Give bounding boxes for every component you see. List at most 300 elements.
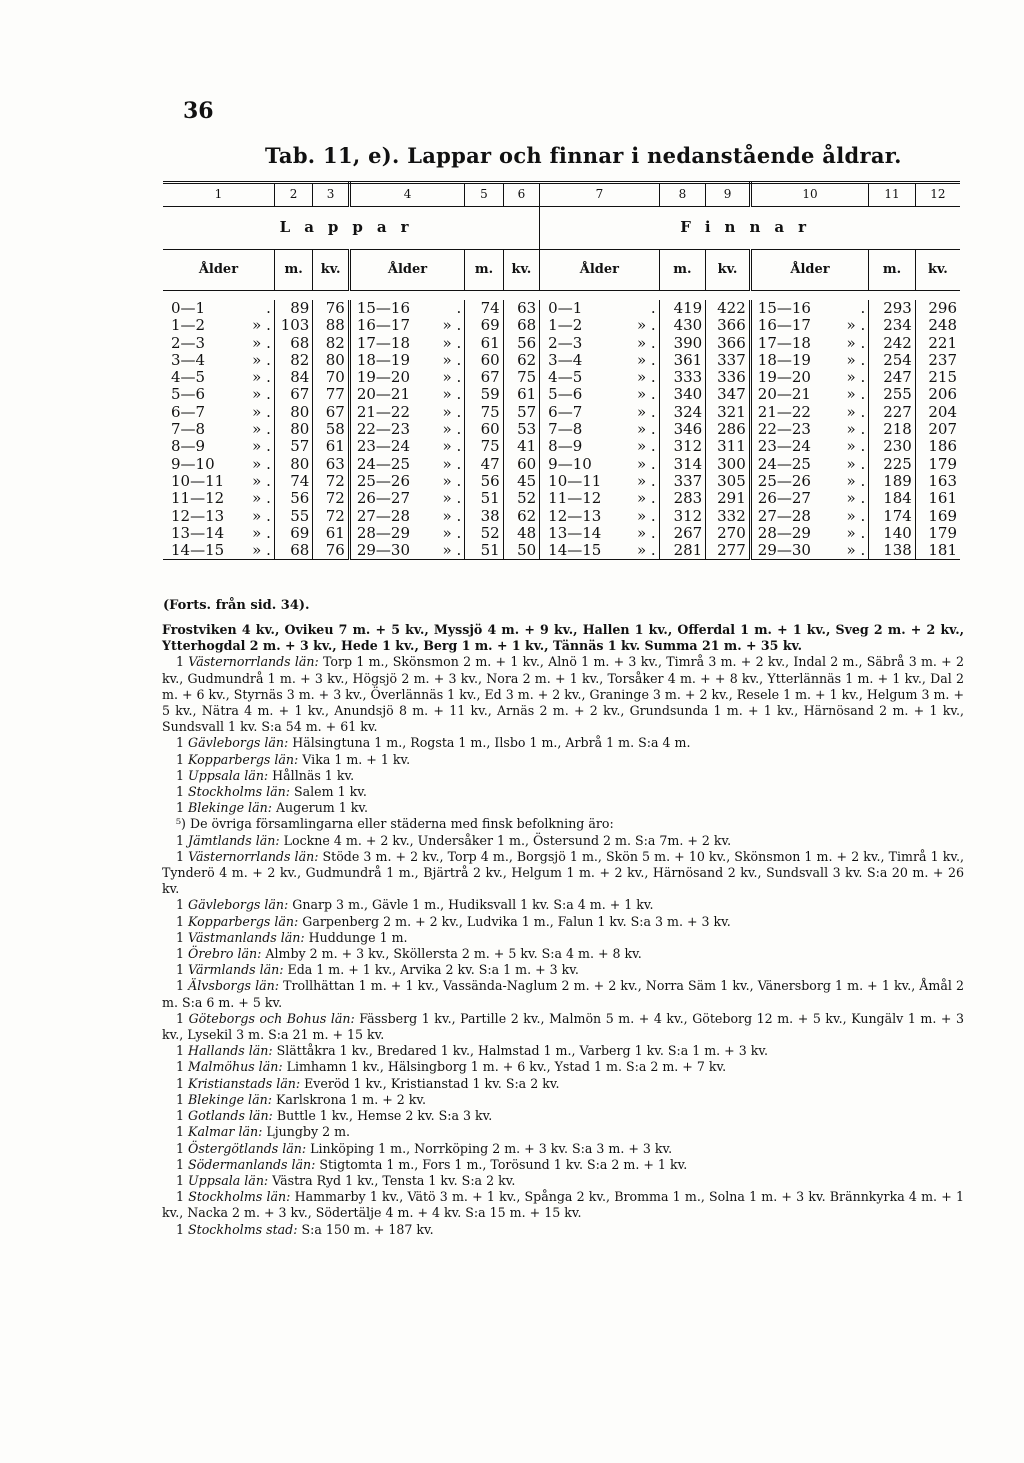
value-cell: 296 xyxy=(915,300,960,317)
value-cell: 361 xyxy=(659,352,706,369)
column-number-1: 1 xyxy=(163,183,274,207)
value-cell: 63 xyxy=(313,456,349,473)
value-cell: 103 xyxy=(274,317,312,334)
value-cell: 70 xyxy=(313,369,349,386)
note-text: Slättåkra 1 kv., Bredared 1 kv., Halmstad 1 m., Varberg 1 kv. S:a 1 m. + 3 kv. xyxy=(272,1043,769,1059)
note-lead: 1 xyxy=(176,1189,189,1205)
note-lead: 1 xyxy=(176,929,189,945)
note-paragraph xyxy=(162,1059,964,1075)
age-label: 5—6 xyxy=(548,385,583,404)
value-cell: 419 xyxy=(659,300,706,317)
note-region: Gävleborgs län: xyxy=(188,897,289,913)
page-number: 36 xyxy=(183,98,214,124)
age-cell: 19—20 » . xyxy=(349,369,464,386)
age-label: 10—11 xyxy=(171,471,225,490)
column-number-5: 5 xyxy=(465,183,503,207)
note-region: Stockholms län: xyxy=(188,1189,291,1205)
value-cell: 179 xyxy=(915,525,960,542)
header-kv: kv. xyxy=(503,250,539,291)
value-cell: 138 xyxy=(869,542,916,560)
value-cell: 366 xyxy=(706,317,751,334)
note-paragraph xyxy=(162,930,964,946)
age-label: 15—16 xyxy=(356,299,410,317)
value-cell: 218 xyxy=(869,421,916,438)
note-paragraph xyxy=(162,978,964,1010)
note-text: Lockne 4 m. + 2 kv., Undersåker 1 m., Östersund 2 m. S:a 7m. + 2 kv. xyxy=(279,832,732,848)
note-text: Linköping 1 m., Norrköping 2 m. + 3 kv. S:a 3 m. + 3 kv. xyxy=(306,1140,673,1156)
age-label: 4—5 xyxy=(548,368,583,387)
age-label: 13—14 xyxy=(548,523,602,542)
age-label: 19—20 xyxy=(757,368,811,387)
note-paragraph xyxy=(162,1141,964,1157)
value-cell: 80 xyxy=(274,404,312,421)
table-row xyxy=(163,542,960,560)
note-lead: ⁵) xyxy=(176,816,190,832)
age-label: 0—1 xyxy=(548,299,583,317)
note-paragraph xyxy=(162,1092,964,1108)
value-cell: 169 xyxy=(915,508,960,525)
age-label: 24—25 xyxy=(356,454,410,473)
age-label: 16—17 xyxy=(356,316,410,335)
header-m: m. xyxy=(274,250,312,291)
note-text: Frostviken 4 kv., Ovikeu 7 m. + 5 kv., Myssjö 4 m. + 9 kv., Hallen 1 kv., Offerdal 1 m. + 1 kv., Sveg 2 m. + 2 kv., Ytterhogdal 2 m. + 3 kv., Hede 1 kv., Berg 1 m. + 1 kv., Tännäs 1 kv. Summa 21 m. + 35 kv. xyxy=(162,622,964,654)
age-cell: 13—14 » . xyxy=(540,525,659,542)
age-label: 17—18 xyxy=(757,333,811,352)
note-lead: 1 xyxy=(176,1091,189,1107)
age-label: 21—22 xyxy=(757,402,811,421)
age-cell: 5—6 » . xyxy=(171,385,271,404)
age-label: 2—3 xyxy=(171,333,206,352)
note-lead: 1 xyxy=(176,1140,189,1156)
value-cell: 189 xyxy=(869,473,916,490)
value-cell: 340 xyxy=(659,386,706,403)
age-label: 14—15 xyxy=(171,541,225,560)
note-lead: 1 xyxy=(176,848,189,864)
age-label: 7—8 xyxy=(548,420,583,439)
note-text: Vika 1 m. + 1 kv. xyxy=(298,751,411,767)
note-lead: 1 xyxy=(176,800,189,816)
value-cell: 67 xyxy=(465,369,503,386)
table-row xyxy=(163,300,960,317)
value-cell: 281 xyxy=(659,542,706,560)
age-cell: 28—29 » . xyxy=(750,525,868,542)
value-cell: 76 xyxy=(313,300,349,317)
note-region: Hallands län: xyxy=(188,1043,273,1059)
column-number-12: 12 xyxy=(915,183,960,207)
note-text: Fässberg 1 kv., Partille 2 kv., Malmön 5 m. + 4 kv., Göteborg 12 m. + 5 kv., Kungälv 1 m. + 3 kv., Lysekil 3 m. S:a 21 m. + 15 kv. xyxy=(162,1010,964,1043)
age-label: 3—4 xyxy=(548,350,583,369)
age-cell: 29—30 » . xyxy=(349,542,464,560)
value-cell: 84 xyxy=(274,369,312,386)
note-text: Almby 2 m. + 3 kv., Sköllersta 2 m. + 5 kv. S:a 4 m. + 8 kv. xyxy=(261,946,642,962)
note-paragraph xyxy=(162,1011,964,1043)
note-lead: 1 xyxy=(176,1075,189,1091)
age-cell: 9—10 » . xyxy=(171,454,271,473)
note-text: Hammarby 1 kv., Vätö 3 m. + 1 kv., Spånga 2 kv., Bromma 1 m., Solna 1 m. + 3 kv. Brännkyrka 4 m. + 1 kv., Nacka 2 m. + 3 kv., Södertälje 4 m. + 4 kv. S:a 15 m. + 15 kv. xyxy=(162,1189,964,1221)
age-cell: 6—7 » . xyxy=(171,402,271,421)
note-lead: 1 xyxy=(176,1059,189,1075)
note-text: Stigtomta 1 m., Fors 1 m., Torösund 1 kv. S:a 2 m. + 1 kv. xyxy=(315,1156,688,1172)
age-cell: 21—22 » . xyxy=(750,404,868,421)
note-lead: 1 xyxy=(176,897,189,913)
note-text: Buttle 1 kv., Hemse 2 kv. S:a 3 kv. xyxy=(272,1108,493,1124)
value-cell: 314 xyxy=(659,456,706,473)
age-cell: 22—23 » . xyxy=(750,421,868,438)
column-header-row xyxy=(163,250,960,291)
age-cell: 0—1 . xyxy=(540,300,659,317)
value-cell: 267 xyxy=(659,525,706,542)
note-paragraph xyxy=(162,1124,964,1140)
value-cell: 430 xyxy=(659,317,706,334)
note-text: S:a 150 m. + 187 kv. xyxy=(297,1221,434,1237)
age-cell: 16—17 » . xyxy=(750,317,868,334)
value-cell: 56 xyxy=(465,473,503,490)
column-number-11: 11 xyxy=(869,183,916,207)
note-region: Västernorrlands län: xyxy=(188,848,319,864)
age-label: 15—16 xyxy=(757,299,811,317)
note-text: Hållnäs 1 kv. xyxy=(268,767,355,783)
note-paragraph xyxy=(162,1076,964,1092)
value-cell: 47 xyxy=(465,456,503,473)
age-label: 12—13 xyxy=(171,506,225,525)
value-cell: 186 xyxy=(915,438,960,455)
age-cell: 17—18 » . xyxy=(349,335,464,352)
value-cell: 300 xyxy=(706,456,751,473)
table-row xyxy=(163,335,960,352)
age-cell: 0—1 . xyxy=(171,299,271,317)
header-m: m. xyxy=(465,250,503,291)
note-paragraph xyxy=(162,800,964,816)
age-label: 21—22 xyxy=(356,402,410,421)
age-cell: 14—15 » . xyxy=(540,542,659,560)
note-region: Västmanlands län: xyxy=(188,929,305,945)
age-label: 28—29 xyxy=(356,523,410,542)
note-paragraph xyxy=(162,816,964,832)
age-label: 17—18 xyxy=(356,333,410,352)
header-alder: Ålder xyxy=(163,250,274,291)
age-label: 1—2 xyxy=(171,316,206,335)
value-cell: 62 xyxy=(503,508,539,525)
value-cell: 305 xyxy=(706,473,751,490)
note-text: Gnarp 3 m., Gävle 1 m., Hudiksvall 1 kv. S:a 4 m. + 1 kv. xyxy=(288,897,654,913)
value-cell: 221 xyxy=(915,335,960,352)
note-region: Kalmar län: xyxy=(188,1124,263,1140)
value-cell: 140 xyxy=(869,525,916,542)
value-cell: 82 xyxy=(274,352,312,369)
age-cell: 24—25 » . xyxy=(349,456,464,473)
table-row xyxy=(163,473,960,490)
value-cell: 75 xyxy=(503,369,539,386)
value-cell: 50 xyxy=(503,542,539,560)
age-cell: 9—10 » . xyxy=(540,456,659,473)
note-text: Salem 1 kv. xyxy=(290,784,367,800)
age-label: 12—13 xyxy=(548,506,602,525)
age-cell: 3—4 » . xyxy=(171,350,271,369)
age-cell: 8—9 » . xyxy=(171,437,271,456)
note-lead: 1 xyxy=(176,1010,189,1026)
note-paragraph xyxy=(162,654,964,735)
value-cell: 74 xyxy=(274,473,312,490)
note-region: Värmlands län: xyxy=(188,962,284,978)
age-cell: 27—28 » . xyxy=(750,508,868,525)
note-lead: 1 xyxy=(176,654,189,670)
column-number-4: 4 xyxy=(349,183,464,207)
header-kv: kv. xyxy=(313,250,349,291)
value-cell: 333 xyxy=(659,369,706,386)
age-cell: 1—2 » . xyxy=(540,317,659,334)
value-cell: 347 xyxy=(706,386,751,403)
table-row xyxy=(163,369,960,386)
age-cell: 28—29 » . xyxy=(349,525,464,542)
note-paragraph xyxy=(162,1189,964,1221)
note-region: Östergötlands län: xyxy=(188,1140,307,1156)
note-text: Hälsingtuna 1 m., Rogsta 1 m., Ilsbo 1 m., Arbrå 1 m. S:a 4 m. xyxy=(288,735,691,751)
column-number-8: 8 xyxy=(659,183,706,207)
age-label: 14—15 xyxy=(548,541,602,560)
value-cell: 80 xyxy=(274,456,312,473)
column-number-row xyxy=(163,183,960,207)
age-cell: 26—27 » . xyxy=(349,490,464,507)
note-region: Kopparbergs län: xyxy=(188,751,299,767)
age-label: 4—5 xyxy=(171,368,206,387)
age-cell: 20—21 » . xyxy=(349,386,464,403)
value-cell: 61 xyxy=(503,386,539,403)
value-cell: 76 xyxy=(313,542,349,560)
note-text: Trollhättan 1 m. + 1 kv., Vassända-Naglum 2 m. + 2 kv., Norra Säm 1 kv., Vänersborg 1 m. + 1 kv., Åmål 2 m. S:a 6 m. + 5 kv. xyxy=(162,978,964,1010)
age-label: 18—19 xyxy=(757,350,811,369)
table-row xyxy=(163,490,960,507)
note-lead: 1 xyxy=(176,767,189,783)
group-finnar: Finnar xyxy=(540,207,960,250)
note-region: Kristianstads län: xyxy=(188,1075,301,1091)
note-region: Stockholms län: xyxy=(188,784,291,800)
table-row xyxy=(163,525,960,542)
note-paragraph xyxy=(162,768,964,784)
note-region: Örebro län: xyxy=(188,946,262,962)
value-cell: 336 xyxy=(706,369,751,386)
value-cell: 57 xyxy=(503,404,539,421)
age-cell: 23—24 » . xyxy=(349,438,464,455)
value-cell: 48 xyxy=(503,525,539,542)
age-label: 10—11 xyxy=(548,471,602,490)
age-label: 8—9 xyxy=(171,437,206,456)
value-cell: 311 xyxy=(706,438,751,455)
note-lead: 1 xyxy=(176,751,189,767)
value-cell: 45 xyxy=(503,473,539,490)
age-cell: 11—12 » . xyxy=(171,489,271,508)
value-cell: 67 xyxy=(274,386,312,403)
note-lead: 1 xyxy=(176,1156,189,1172)
value-cell: 390 xyxy=(659,335,706,352)
note-paragraph xyxy=(162,833,964,849)
note-paragraph xyxy=(162,1043,964,1059)
age-cell: 20—21 » . xyxy=(750,386,868,403)
value-cell: 324 xyxy=(659,404,706,421)
value-cell: 207 xyxy=(915,421,960,438)
note-region: Södermanlands län: xyxy=(188,1156,316,1172)
value-cell: 346 xyxy=(659,421,706,438)
value-cell: 75 xyxy=(465,438,503,455)
value-cell: 215 xyxy=(915,369,960,386)
age-cell: 4—5 » . xyxy=(540,369,659,386)
age-cell: 8—9 » . xyxy=(540,438,659,455)
value-cell: 337 xyxy=(706,352,751,369)
age-label: 11—12 xyxy=(171,489,225,508)
note-text: Västra Ryd 1 kv., Tensta 1 kv. S:a 2 kv. xyxy=(268,1172,516,1188)
note-region: Älvsborgs län: xyxy=(188,978,280,994)
age-table xyxy=(163,181,960,560)
note-paragraph xyxy=(162,735,964,751)
value-cell: 247 xyxy=(869,369,916,386)
age-cell: 12—13 » . xyxy=(540,508,659,525)
value-cell: 60 xyxy=(503,456,539,473)
value-cell: 57 xyxy=(274,438,312,455)
age-label: 22—23 xyxy=(757,420,811,439)
note-lead: 1 xyxy=(176,735,189,751)
value-cell: 51 xyxy=(465,542,503,560)
age-label: 25—26 xyxy=(757,471,811,490)
note-text: Garpenberg 2 m. + 2 kv., Ludvika 1 m., Falun 1 kv. S:a 3 m. + 3 kv. xyxy=(298,913,731,929)
value-cell: 422 xyxy=(706,300,751,317)
table-row xyxy=(163,438,960,455)
age-cell: 25—26 » . xyxy=(349,473,464,490)
age-cell: 24—25 » . xyxy=(750,456,868,473)
value-cell: 51 xyxy=(465,490,503,507)
note-region: Göteborgs och Bohus län: xyxy=(188,1010,355,1026)
value-cell: 88 xyxy=(313,317,349,334)
age-label: 18—19 xyxy=(356,350,410,369)
age-label: 29—30 xyxy=(356,541,410,560)
age-cell: 14—15 » . xyxy=(163,542,274,560)
age-cell: 23—24 » . xyxy=(750,438,868,455)
age-label: 3—4 xyxy=(171,350,206,369)
value-cell: 52 xyxy=(503,490,539,507)
value-cell: 204 xyxy=(915,404,960,421)
value-cell: 286 xyxy=(706,421,751,438)
age-cell: 6—7 » . xyxy=(540,404,659,421)
age-cell: 15—16 . xyxy=(349,300,464,317)
column-number-2: 2 xyxy=(274,183,312,207)
value-cell: 82 xyxy=(313,335,349,352)
value-cell: 255 xyxy=(869,386,916,403)
age-cell: 7—8 » . xyxy=(171,420,271,439)
note-lead: 1 xyxy=(176,962,189,978)
column-number-10: 10 xyxy=(750,183,868,207)
note-lead: 1 xyxy=(176,946,189,962)
age-label: 11—12 xyxy=(548,489,602,508)
table-row xyxy=(163,508,960,525)
value-cell: 174 xyxy=(869,508,916,525)
header-m: m. xyxy=(869,250,916,291)
value-cell: 41 xyxy=(503,438,539,455)
note-region: Gävleborgs län: xyxy=(188,735,289,751)
note-text: Augerum 1 kv. xyxy=(271,800,369,816)
note-region: Kopparbergs län: xyxy=(188,913,299,929)
age-cell: 22—23 » . xyxy=(349,421,464,438)
value-cell: 312 xyxy=(659,508,706,525)
header-m: m. xyxy=(659,250,706,291)
value-cell: 80 xyxy=(274,421,312,438)
value-cell: 181 xyxy=(915,542,960,560)
value-cell: 72 xyxy=(313,508,349,525)
note-paragraph xyxy=(162,946,964,962)
table-row xyxy=(163,317,960,334)
age-label: 19—20 xyxy=(356,368,410,387)
group-lappar: Lappar xyxy=(163,207,540,250)
value-cell: 163 xyxy=(915,473,960,490)
age-label: 6—7 xyxy=(548,402,583,421)
note-lead: 1 xyxy=(176,832,189,848)
age-label: 0—1 xyxy=(171,299,206,317)
value-cell: 337 xyxy=(659,473,706,490)
value-cell: 59 xyxy=(465,386,503,403)
value-cell: 63 xyxy=(503,300,539,317)
note-lead: 1 xyxy=(176,1108,189,1124)
group-header-row xyxy=(163,207,960,250)
note-lead: 1 xyxy=(176,1221,189,1237)
note-lead: 1 xyxy=(176,1124,189,1140)
value-cell: 68 xyxy=(274,542,312,560)
note-text: Huddunge 1 m. xyxy=(304,929,408,945)
value-cell: 53 xyxy=(503,421,539,438)
note-paragraph xyxy=(162,784,964,800)
value-cell: 161 xyxy=(915,490,960,507)
note-paragraph xyxy=(162,1173,964,1189)
age-label: 20—21 xyxy=(757,385,811,404)
age-label: 7—8 xyxy=(171,420,206,439)
value-cell: 179 xyxy=(915,456,960,473)
note-region: Västernorrlands län: xyxy=(188,654,319,670)
value-cell: 89 xyxy=(274,300,312,317)
value-cell: 283 xyxy=(659,490,706,507)
age-cell: 10—11 » . xyxy=(171,471,271,490)
note-text: Eda 1 m. + 1 kv., Arvika 2 kv. S:a 1 m. + 3 kv. xyxy=(283,962,579,978)
header-kv: kv. xyxy=(915,250,960,291)
note-region: Uppsala län: xyxy=(188,1172,269,1188)
age-cell: 17—18 » . xyxy=(750,335,868,352)
age-label: 13—14 xyxy=(171,523,225,542)
note-text: Everöd 1 kv., Kristianstad 1 kv. S:a 2 kv. xyxy=(300,1075,560,1091)
note-paragraph xyxy=(162,1222,964,1238)
header-alder: Ålder xyxy=(750,250,868,291)
value-cell: 68 xyxy=(274,335,312,352)
note-paragraph xyxy=(162,897,964,913)
value-cell: 60 xyxy=(465,352,503,369)
forts-note: (Forts. från sid. 34). xyxy=(163,598,310,613)
note-lead: 1 xyxy=(176,913,189,929)
value-cell: 61 xyxy=(313,438,349,455)
age-cell: 18—19 » . xyxy=(349,352,464,369)
note-paragraph xyxy=(162,849,964,898)
note-text: Ljungby 2 m. xyxy=(262,1124,351,1140)
age-cell: 27—28 » . xyxy=(349,508,464,525)
value-cell: 237 xyxy=(915,352,960,369)
value-cell: 227 xyxy=(869,404,916,421)
age-label: 9—10 xyxy=(171,454,215,473)
note-text: Stöde 3 m. + 2 kv., Torp 4 m., Borgsjö 1 m., Skön 5 m. + 10 kv., Skönsmon 1 m. + 2 kv., Timrå 1 kv., Tynderö 4 m. + 2 kv., Gudmundrå 1 m., Bjärtrå 2 kv., Helgum 1 m. + 2 kv., Härnösand 2 kv., Sundsvall 3 kv. S:a 20 m. + 26 kv. xyxy=(162,848,964,897)
note-region: Blekinge län: xyxy=(188,1091,272,1107)
note-paragraph xyxy=(162,1108,964,1124)
value-cell: 52 xyxy=(465,525,503,542)
age-cell: 13—14 » . xyxy=(171,523,271,542)
age-label: 27—28 xyxy=(356,506,410,525)
table-row xyxy=(163,386,960,403)
age-cell: 26—27 » . xyxy=(750,490,868,507)
value-cell: 69 xyxy=(274,525,312,542)
column-number-3: 3 xyxy=(313,183,349,207)
value-cell: 234 xyxy=(869,317,916,334)
note-region: Jämtlands län: xyxy=(188,832,280,848)
